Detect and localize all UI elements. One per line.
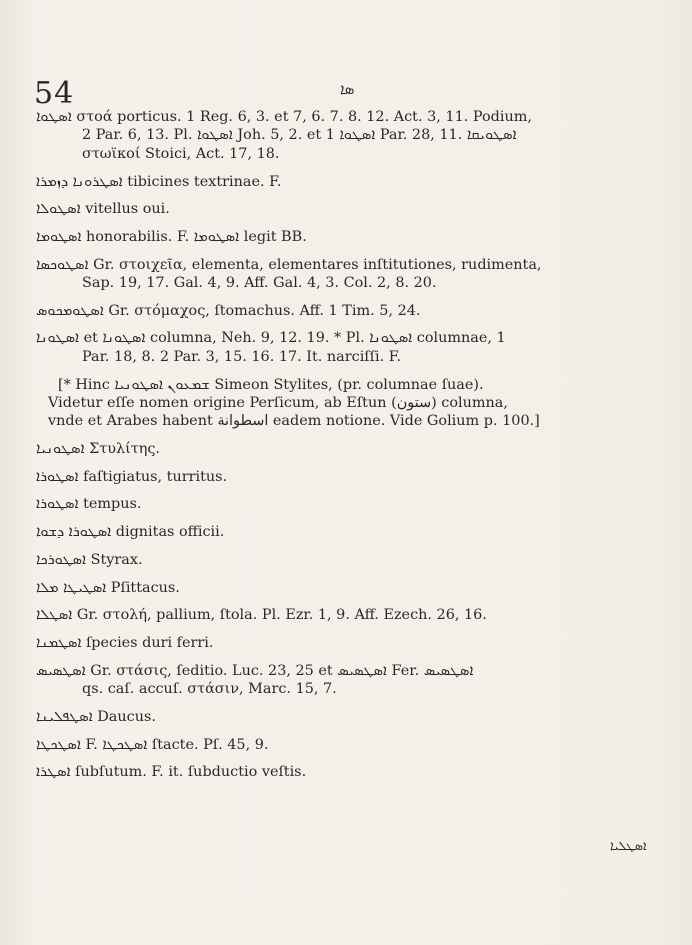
entry-line: ܐܣܛܘܠܐ vitellus oui.: [36, 201, 170, 218]
entry-line: ܐܣܛܝܛܐ ܡܠܐ Pſittacus.: [36, 579, 180, 596]
entry-line: vnde et Arabes habent اسطوانة eadem notione. Vide Golium p. 100.]: [48, 413, 540, 430]
entry-line: ܐܣܛܟܛܐ F. ܐܣܛܟܛܐ ſtacte. Pſ. 45, 9.: [36, 736, 269, 753]
dictionary-entries: [36, 108, 664, 791]
entry-line: ܐܣܛܠܐ Gr. στολή, pallium, ſtola. Pl. Ezr. 1, 9. Aff. Ezech. 26, 16.: [36, 607, 487, 624]
entry-line: [* Hinc ܫܡܥܘܢ ܐܣܛܘܢܝܐ Simeon Stylites, (pr. columnae ſuae).: [58, 376, 484, 393]
entry-line: ܐܣܛܡܢܐ ſpecies duri ferri.: [36, 634, 214, 651]
entry-line: ܐܣܛܘܪܐ ܕܫܘܐ dignitas officii.: [36, 524, 225, 541]
entry-line: Sap. 19, 17. Gal. 4, 9. Aff. Gal. 4, 3. Col. 2, 8. 20.: [82, 275, 437, 292]
entry-line: ܐܣܛܘܪܟܐ Styrax.: [36, 551, 143, 568]
entry-line: ܐܣܛܪܐ ſubſutum. F. it. ſubductio veſtis.: [36, 764, 307, 781]
entry-line: ܐܣܛܘܪܐ tempus.: [36, 496, 142, 513]
entry-line: qs. caſ. accuſ. στάσιν, Marc. 15, 7.: [82, 681, 337, 698]
catchword: ܐܣܛܠܝܐ: [610, 838, 647, 853]
entry-line: Videtur eſſe nomen origine Perſicum, ab Eſtun (ستون) columna,: [48, 394, 508, 411]
entry-line: 2 Par. 6, 13. Pl. ܐܣܛܘܐ Joh. 5, 2. et ܐܣܛܘܐ 1 Par. 28, 11. ܐܣܛܘܝܩܐ: [82, 127, 517, 144]
page-number: 54: [34, 76, 75, 111]
entry-line: στωϊκοί Stoici, Act. 17, 18.: [82, 145, 280, 162]
entry-line: ܐܣܛܪܘܢܐ ܕܙܡܪܐ tibicines textrinae. F.: [36, 173, 282, 190]
entry-line: ܐܣܛܘܪܐ faſtigiatus, turritus.: [36, 468, 228, 485]
entry-line: ܐܣܛܣܝܣ Gr. στάσις, ſeditio. Luc. 23, 25 et ܐܣܛܣܝܣ Fer. ܐܣܛܣܝܣ: [36, 662, 474, 679]
entry-line: ܐܣܛܘܡܟܘܣ Gr. στόμαχος, ſtomachus. Aff. 1 Tim. 5, 24.: [36, 302, 421, 319]
entry-line: ܐܣܛܘܟܣܐ Gr. στοιχεῖα, elementa, elementares inſtitutiones, rudimenta,: [36, 256, 542, 273]
entry-line: ܐܣܛܘܡܐ honorabilis. F. ܐܣܛܘܡܐ legit BB.: [36, 228, 307, 245]
entry-line: ܐܣܛܘܢܝܐ Στυλίτης.: [36, 441, 160, 458]
entry-line: ܐܣܛܦܠܝܢܐ Daucus.: [36, 708, 156, 725]
entry-line: ܐܣܛܘܢܐ et ܐܣܛܘܢܐ columna, Neh. 9, 12. 19. * Pl. ܐܣܛܘܢܐ columnae, 1: [36, 330, 506, 347]
running-header: ܣܐ: [340, 80, 355, 98]
entry-line: ܐܣܛܘܐ στοά porticus. 1 Reg. 6, 3. et 7, 6. 7. 8. 12. Act. 3, 11. Podium,: [36, 109, 532, 125]
entry-line: Par. 18, 8. 2 Par. 3, 15. 16. 17. It. narciſſi. F.: [82, 348, 402, 365]
